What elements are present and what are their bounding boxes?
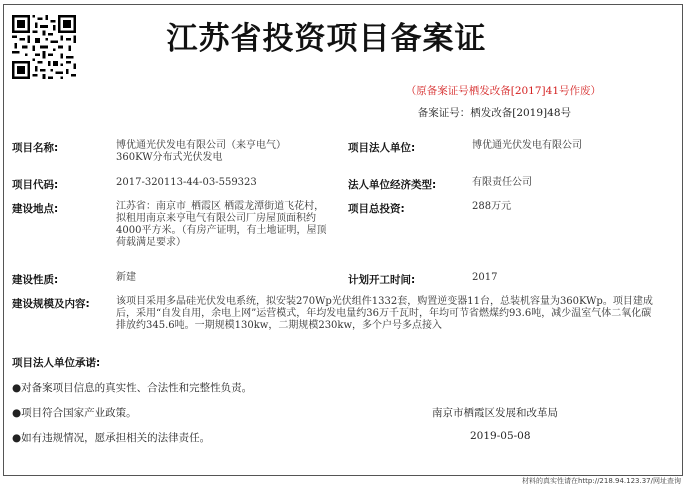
location-value: 江苏省：南京市_栖霞区 栖霞龙潭街道飞花村，拟租用南京来亨电气有限公司厂房屋顶面积约4000平方米。（有房产证明，有土地证明，屋顶荷载满足要求） xyxy=(116,201,327,248)
legal-unit-label: 项目法人单位: xyxy=(348,142,416,154)
start-time-value: 2017 xyxy=(472,272,498,283)
total-investment-label: 项目总投资: xyxy=(348,203,405,215)
nature-label: 建设性质: xyxy=(12,274,59,286)
record-number: 备案证号：栖发改备[2019]48号 xyxy=(417,107,571,119)
certificate-title: 江苏省投资项目备案证 xyxy=(166,21,487,57)
project-name-value: 博优通光伏发电有限公司（来亨电气）360KW分布式光伏发电 xyxy=(116,140,286,163)
commitment-item: ●对备案项目信息的真实性、合法性和完整性负责。 xyxy=(12,382,253,394)
commitment-heading: 项目法人单位承诺: xyxy=(12,357,101,369)
start-time-label: 计划开工时间: xyxy=(348,274,416,286)
economic-type-value: 有限责任公司 xyxy=(472,177,532,188)
legal-unit-value: 博优通光伏发电有限公司 xyxy=(472,140,582,151)
original-record-note: （原备案证号栖发改备[2017]41号作废） xyxy=(405,85,601,97)
verification-footer: 材料的真实性请在http://218.94.123.37/网址查询 xyxy=(521,477,681,485)
issue-date: 2019-05-08 xyxy=(470,430,531,442)
project-name-label: 项目名称: xyxy=(12,142,59,154)
scale-value: 该项目采用多晶硅光伏发电系统，拟安装270Wp光伏组件1332套，购置逆变器11台，总装机容量为360KWp。项目建成后，采用“自发自用，余电上网”运营模式，年均发电量约36万千瓦时，年均可节省燃煤约93.6吨，减少温室气体二氧化碳排放约345.6吨。一期规模130kw，二期规模230kw，多个户号多点接入 xyxy=(116,296,653,331)
project-code-label: 项目代码: xyxy=(12,179,59,191)
commitment-item: ●如有违规情况，愿承担相关的法律责任。 xyxy=(12,432,211,444)
location-label: 建设地点: xyxy=(12,203,59,215)
nature-value: 新建 xyxy=(116,272,136,283)
total-investment-value: 288万元 xyxy=(472,201,512,212)
economic-type-label: 法人单位经济类型: xyxy=(348,179,437,191)
issuer-name: 南京市栖霞区发展和改革局 xyxy=(432,407,558,419)
scale-label: 建设规模及内容: xyxy=(12,298,90,310)
project-code-value: 2017-320113-44-03-559323 xyxy=(116,177,257,188)
commitment-item: ●项目符合国家产业政策。 xyxy=(12,407,137,419)
